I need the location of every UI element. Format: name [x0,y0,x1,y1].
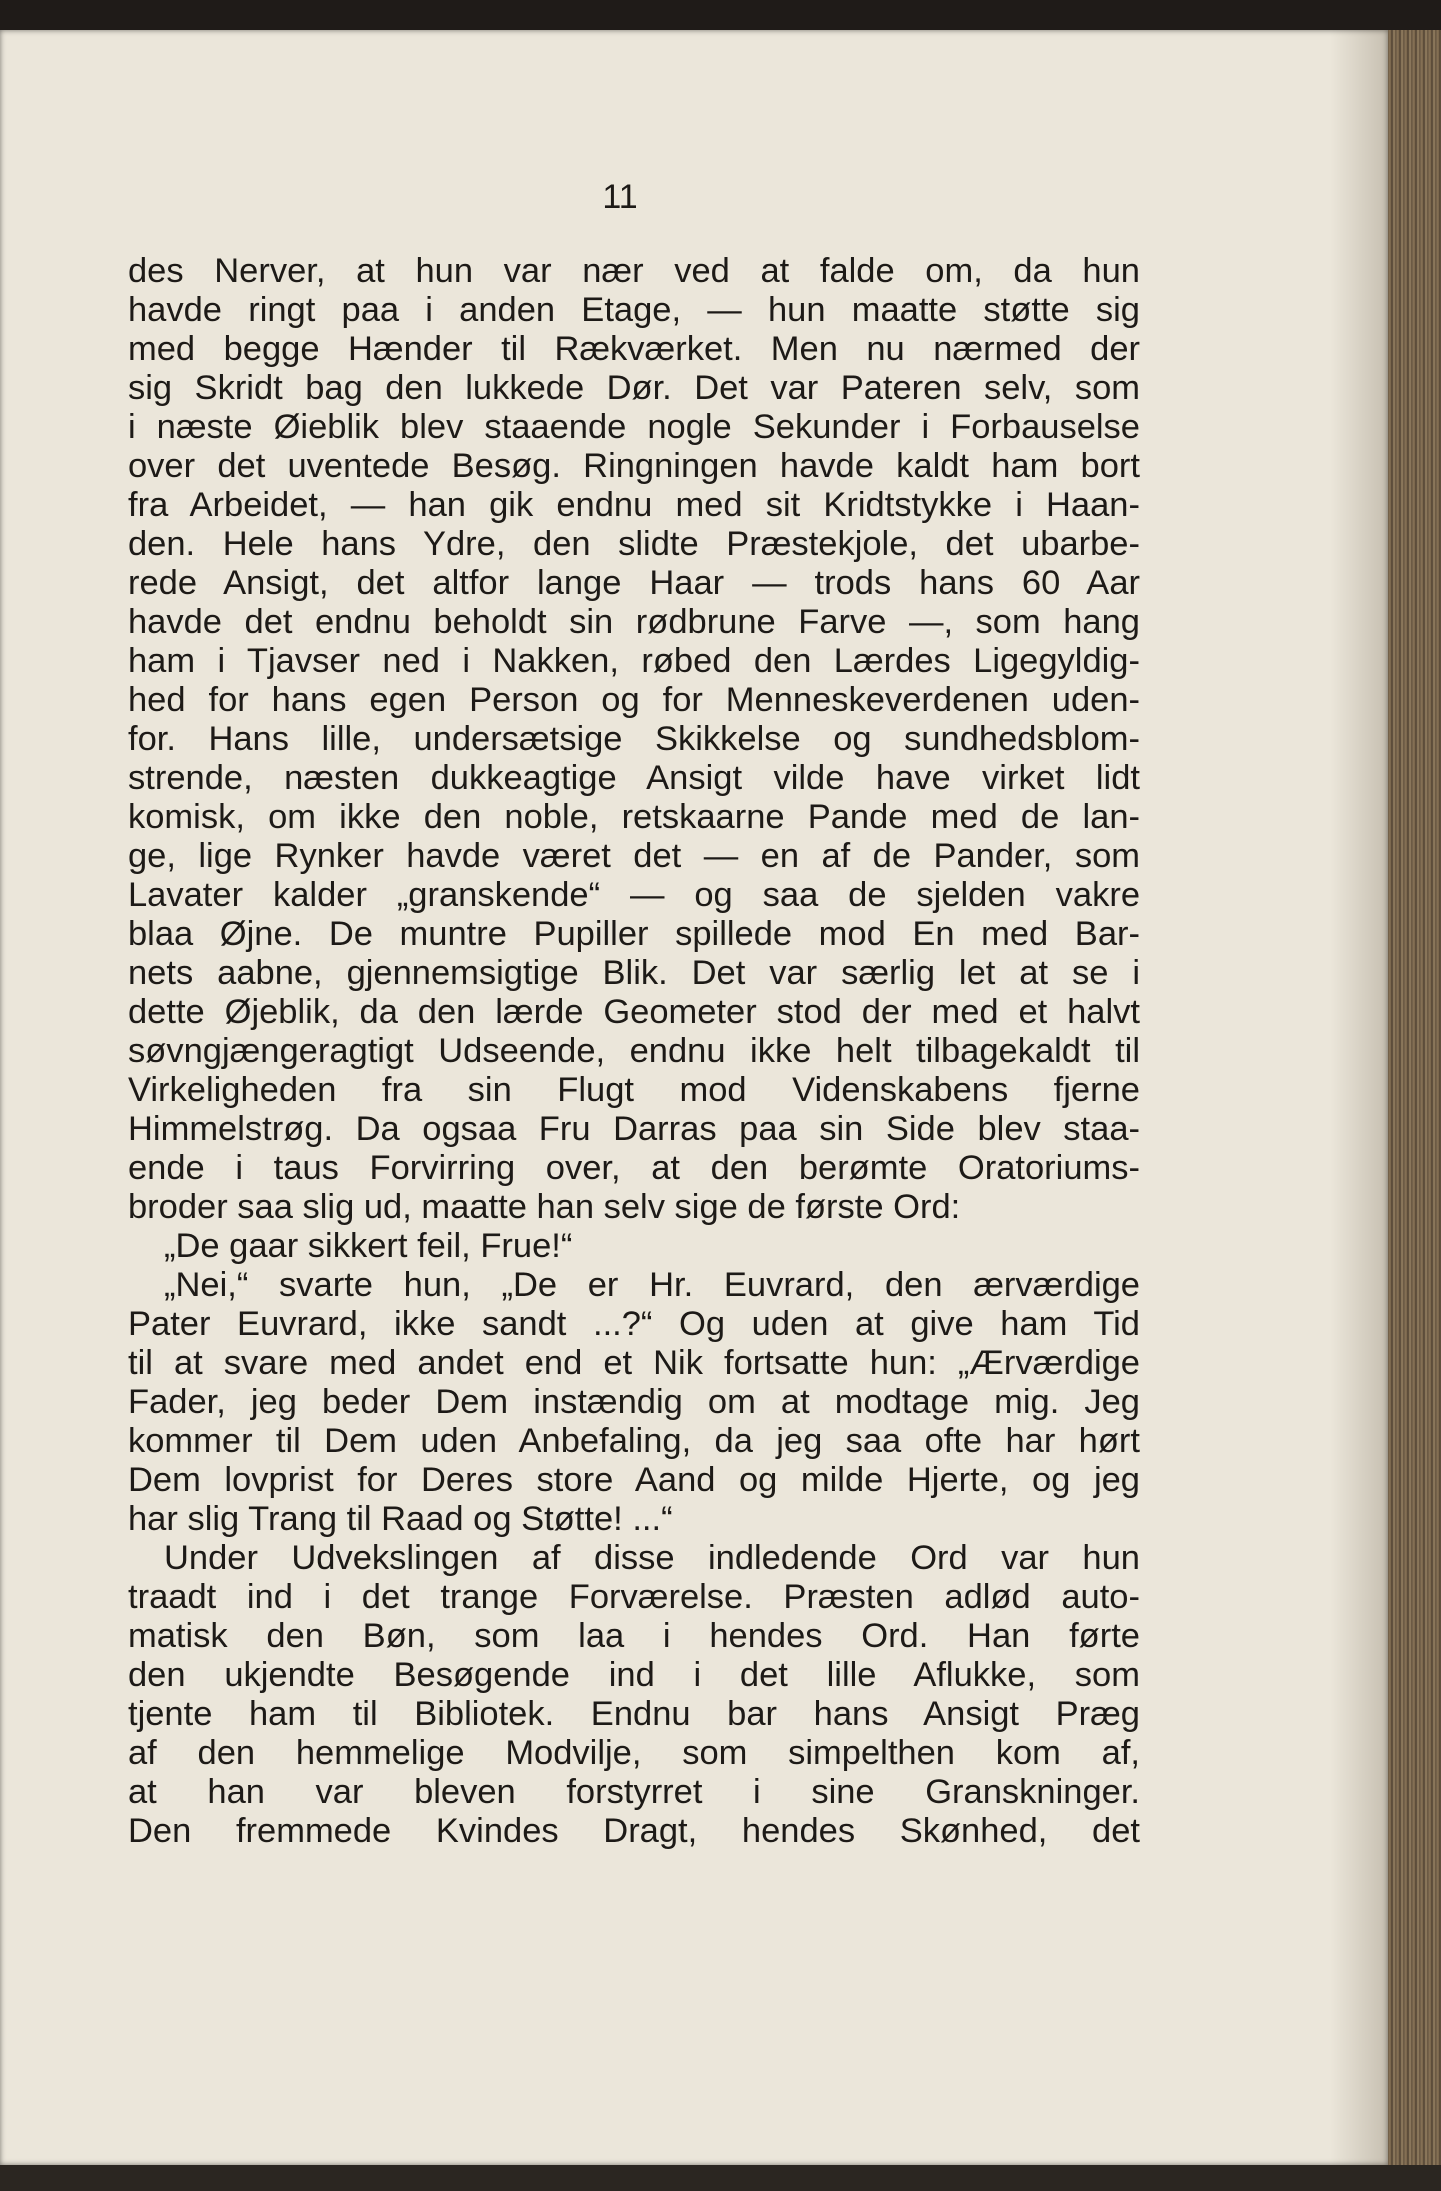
text-line: hed for hans egen Person og for Menneskeverdenen uden- [128,681,1140,719]
text-line: Lavater kalder „granskende“ — og saa de sjelden vakre [128,876,1140,914]
text-line: matisk den Bøn, som laa i hendes Ord. Han førte [128,1617,1140,1655]
text-line: rede Ansigt, det altfor lange Haar — trods hans 60 Aar [128,564,1140,602]
text-line: Den fremmede Kvindes Dragt, hendes Skønhed, det [128,1812,1140,1850]
text-line: traadt ind i det trange Forværelse. Præsten adlød auto- [128,1578,1140,1616]
text-line: Himmelstrøg. Da ogsaa Fru Darras paa sin Side blev staa- [128,1110,1140,1148]
text-line: Virkeligheden fra sin Flugt mod Videnskabens fjerne [128,1071,1140,1109]
text-line: af den hemmelige Modvilje, som simpelthen kom af, [128,1734,1140,1772]
text-line: ende i taus Forvirring over, at den berømte Oratoriums- [128,1149,1140,1187]
text-line: den. Hele hans Ydre, den slidte Præstekjole, det ubarbe- [128,525,1140,563]
text-line: har slig Trang til Raad og Støtte! ...“ [128,1500,673,1538]
text-line: strende, næsten dukkeagtige Ansigt vilde have virket lidt [128,759,1140,797]
text-line: ham i Tjavser ned i Nakken, røbed den Lærdes Ligegyldig- [128,642,1140,680]
text-line: sig Skridt bag den lukkede Dør. Det var Pateren selv, som [128,369,1140,407]
text-line: broder saa slig ud, maatte han selv sige de første Ord: [128,1188,961,1226]
text-line: kommer til Dem uden Anbefaling, da jeg saa ofte har hørt [128,1422,1140,1460]
text-line: komisk, om ikke den noble, retskaarne Pande med de lan- [128,798,1140,836]
book-page-edges [1388,30,1441,2165]
text-line: „Nei,“ svarte hun, „De er Hr. Euvrard, den ærværdige [164,1266,1140,1304]
text-line: i næste Øieblik blev staaende nogle Sekunder i Forbauselse [128,408,1140,446]
page-gutter-shadow [1330,30,1388,2165]
text-line: „De gaar sikkert feil, Frue!“ [164,1227,573,1265]
text-line: des Nerver, at hun var nær ved at falde om, da hun [128,252,1140,290]
text-line: nets aabne, gjennemsigtige Blik. Det var særlig let at se i [128,954,1140,992]
text-line: Under Udvekslingen af disse indledende Ord var hun [164,1539,1140,1577]
text-line: for. Hans lille, undersætsige Skikkelse og sundhedsblom- [128,720,1140,758]
text-line: den ukjendte Besøgende ind i det lille Aflukke, som [128,1656,1140,1694]
text-line: ge, lige Rynker havde været det — en af de Pander, som [128,837,1140,875]
text-line: at han var bleven forstyrret i sine Granskninger. [128,1773,1140,1811]
text-line: over det uventede Besøg. Ringningen havde kaldt ham bort [128,447,1140,485]
text-line: Pater Euvrard, ikke sandt ...?“ Og uden at give ham Tid [128,1305,1140,1343]
text-line: blaa Øjne. De muntre Pupiller spillede mod En med Bar- [128,915,1140,953]
text-line: havde det endnu beholdt sin rødbrune Farve —, som hang [128,603,1140,641]
text-line: søvngjængeragtigt Udseende, endnu ikke helt tilbagekaldt til [128,1032,1140,1070]
page-number: 11 [602,178,638,216]
text-line: Dem lovprist for Deres store Aand og milde Hjerte, og jeg [128,1461,1140,1499]
text-line: med begge Hænder til Rækværket. Men nu nærmed der [128,330,1140,368]
text-line: Fader, jeg beder Dem instændig om at modtage mig. Jeg [128,1383,1140,1421]
text-line: dette Øjeblik, da den lærde Geometer stod der med et halvt [128,993,1140,1031]
text-line: til at svare med andet end et Nik fortsatte hun: „Ærværdige [128,1344,1140,1382]
body-text [128,252,1140,1851]
text-line: fra Arbeidet, — han gik endnu med sit Kridtstykke i Haan- [128,486,1140,524]
text-line: havde ringt paa i anden Etage, — hun maatte støtte sig [128,291,1140,329]
text-line: tjente ham til Bibliotek. Endnu bar hans Ansigt Præg [128,1695,1140,1733]
